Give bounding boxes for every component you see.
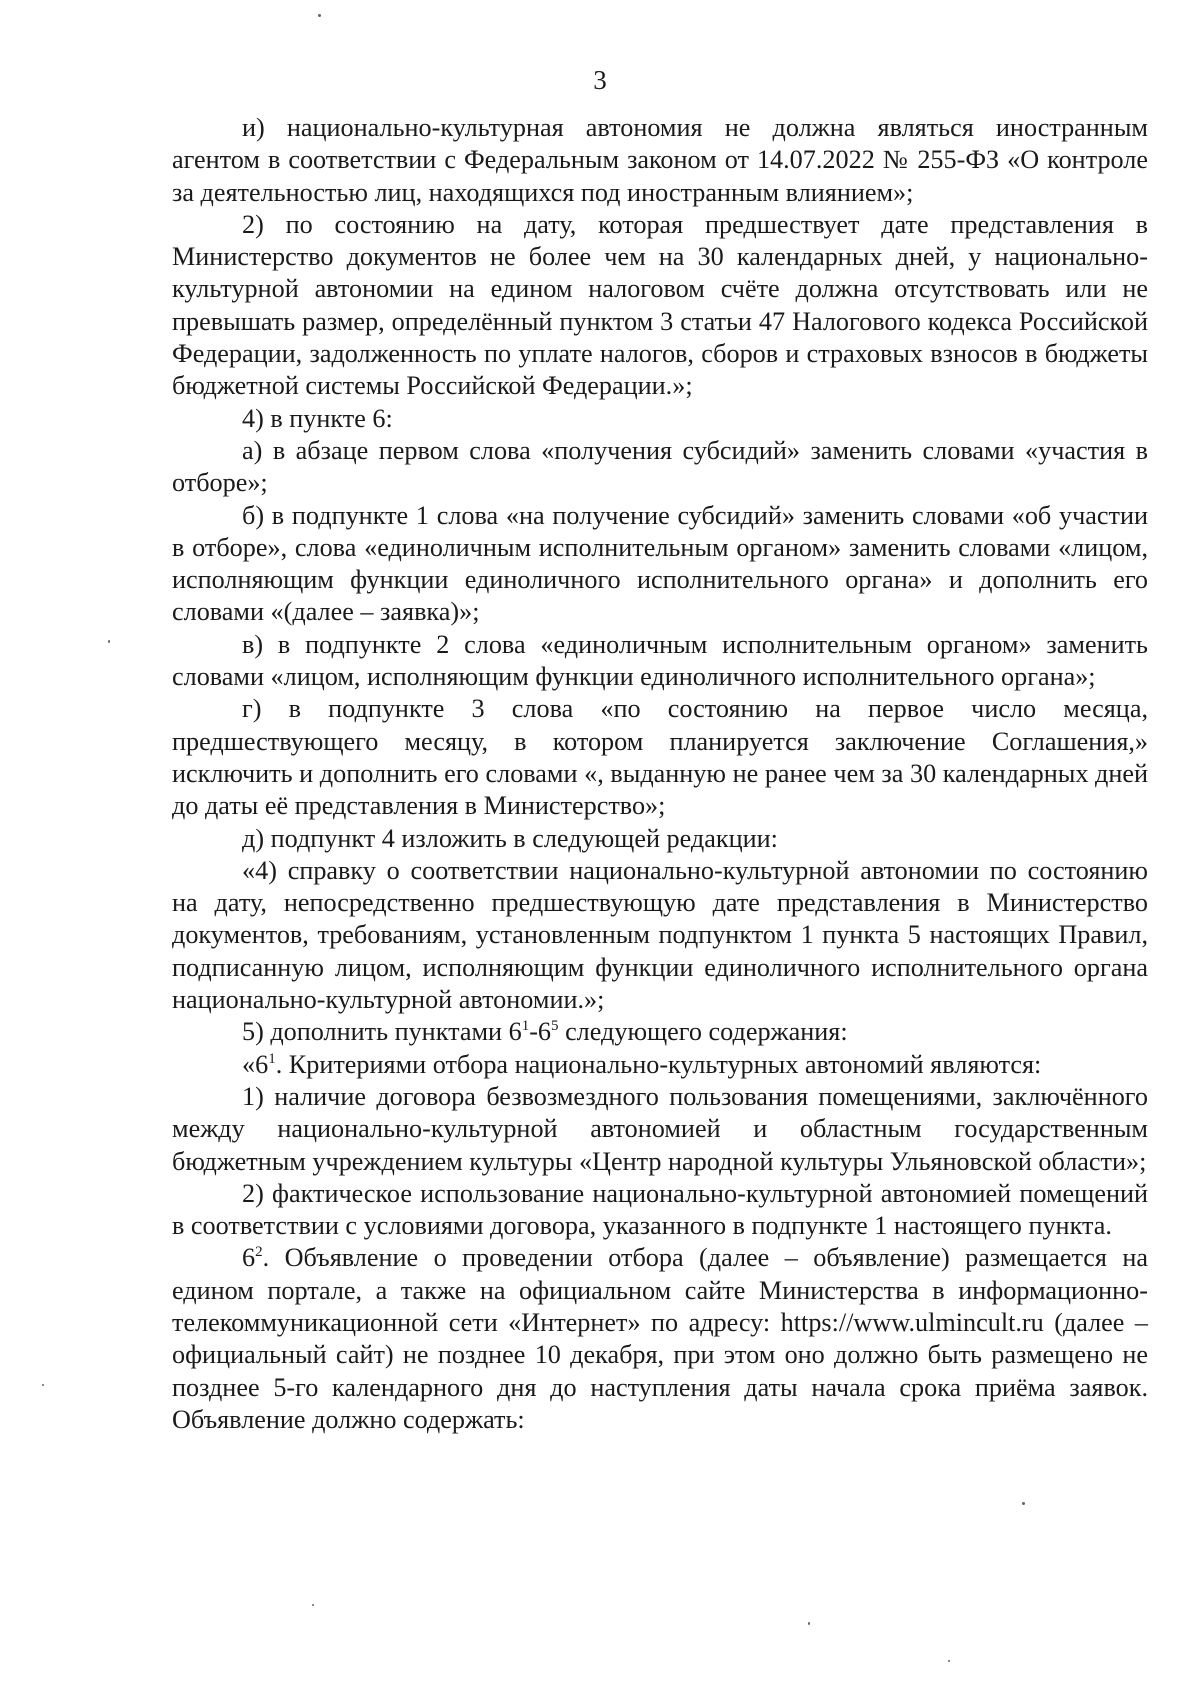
paragraph-text: . Объявление о проведении отбора (далее – объявление) размещается на едином портале, а также на официальном сайте Министерства в информационно-телекоммуникационной сети «Интернет» по адресу: https://www.ulmincult.ru (далее – официальный сайт) не позднее 10 декабря, при этом оно должно быть размещено не позднее 5-го календарного дня до наступления даты начала срока приёма заявок. Объявление должно содержать: bbox=[172, 1243, 1148, 1434]
superscript: 2 bbox=[255, 1244, 263, 1261]
paragraph-text: следующего содержания: bbox=[558, 1017, 848, 1047]
paragraph-criterion-1: 1) наличие договора безвозмездного пользования помещениями, заключённого между национально-культурной автономией и областным государственным бюджетным учреждением культуры «Центр народной культуры Ульяновской области»; bbox=[172, 1081, 1148, 1176]
paragraph-text: «6 bbox=[242, 1049, 269, 1079]
paragraph-text: 5) дополнить пунктами 6 bbox=[242, 1017, 522, 1047]
scan-speck bbox=[318, 14, 321, 17]
paragraph-item-5-add-points bbox=[172, 1016, 1148, 1048]
page-number: 3 bbox=[593, 65, 607, 95]
paragraph-subitem-v: в) в подпункте 2 слова «единоличным исполнительным органом» заменить словами «лицом, исполняющим функции единоличного исполнительного органа»; bbox=[172, 629, 1148, 692]
paragraph-item-i: и) национально-культурная автономия не должна являться иностранным агентом в соответствии с Федеральным законом от 14.07.2022 № 255-ФЗ «О контроле за деятельностью лиц, находящихся под иностранным влиянием»; bbox=[172, 113, 1148, 207]
paragraph-item-4-point-6: 4) в пункте 6: bbox=[242, 403, 393, 433]
document-body bbox=[172, 112, 1148, 1436]
paragraph-text: . Критериями отбора национально-культурных автономий являются: bbox=[275, 1049, 1042, 1079]
scan-speck bbox=[948, 1660, 950, 1662]
scan-speck bbox=[1022, 1502, 1025, 1505]
superscript: 1 bbox=[521, 1018, 530, 1035]
paragraph-subitem-b: б) в подпункте 1 слова «на получение субсидий» заменить словами «об участии в отборе», слова «единоличным исполнительным органом» заменить словами «лицом, исполняющим функции единоличного исполнительного органа» и дополнить его словами «(далее – заявка)»; bbox=[172, 500, 1148, 627]
paragraph-point-6-2-announcement bbox=[172, 1242, 1148, 1436]
scan-speck bbox=[808, 1622, 810, 1625]
paragraph-subitem-d: д) подпункт 4 изложить в следующей редакции: bbox=[242, 823, 778, 853]
superscript: 1 bbox=[268, 1050, 276, 1067]
paragraph-text: 6 bbox=[242, 1243, 256, 1273]
scan-speck bbox=[42, 1384, 44, 1386]
paragraph-subitem-a: а) в абзаце первом слова «получения субсидий» заменить словами «участия в отборе»; bbox=[172, 435, 1148, 498]
paragraph-text: -6 bbox=[529, 1017, 552, 1047]
paragraph-point-6-1-criteria bbox=[172, 1049, 1148, 1081]
scan-speck bbox=[108, 640, 110, 643]
scan-speck bbox=[312, 1604, 314, 1606]
paragraph-subitem-g: г) в подпункте 3 слова «по состоянию на первое число месяца, предшествующего месяцу, в котором планируется заключение Соглашения,» исключить и дополнить его словами «, выданную не ранее чем за 30 календарных дней до даты её представления в Министерство»; bbox=[172, 694, 1148, 821]
superscript: 5 bbox=[551, 1018, 559, 1035]
paragraph-criterion-2: 2) фактическое использование национально-культурной автономией помещений в соответствии с условиями договора, указанного в подпункте 1 настоящего пункта. bbox=[172, 1178, 1148, 1241]
paragraph-new-subitem-4: «4) справку о соответствии национально-культурной автономии по состоянию на дату, непосредственно предшествующую дате представления в Министерство документов, требованиям, установленным подпунктом 1 пункта 5 настоящих Правил, подписанную лицом, исполняющим функции единоличного исполнительного органа национально-культурной автономии.»; bbox=[172, 855, 1148, 1015]
paragraph-item-2-tax-debt: 2) по состоянию на дату, которая предшествует дате представления в Министерство документов не более чем на 30 календарных дней, у национально-культурной автономии на едином налоговом счёте должна отсутствовать или не превышать размер, определённый пунктом 3 статьи 47 Налогового кодекса Российской Федерации, задолженность по уплате налогов, сборов и страховых взносов в бюджеты бюджетной системы Российской Федерации.»; bbox=[172, 209, 1148, 401]
